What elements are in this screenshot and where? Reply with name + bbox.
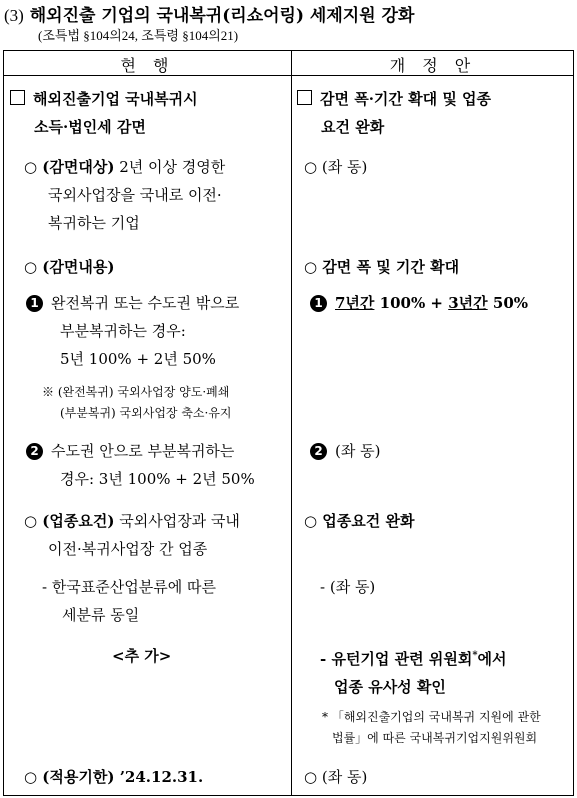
revised-section-title: 감면 폭·기간 확대 및 업종 요건 완화 [297, 85, 491, 141]
revised-item-2: 2 (좌 동) [310, 437, 380, 465]
revised-dash-same: - (좌 동) [320, 578, 376, 596]
section-number: (3) [4, 6, 24, 25]
header-revised: 개 정 안 [389, 56, 477, 75]
column-divider [291, 51, 292, 795]
number-badge-1-icon: 1 [310, 295, 327, 312]
comparison-table [3, 50, 574, 796]
law-reference: (조특법 §104의24, 조특령 §104의21) [38, 28, 239, 43]
revised-expand-title: ○ 감면 폭 및 기간 확대 [304, 258, 460, 276]
revised-footnote: * 「해외진출기업의 국내복귀 지원에 관한 법률」에 따른 국내복귀기업지원위원회 [322, 710, 541, 745]
current-target: ○ (감면대상) 2년 이상 경영한 국외사업장을 국내로 이전· 복귀하는 기업 [24, 158, 226, 232]
revised-period: ○ (좌 동) [304, 768, 368, 786]
current-item-1: 1 완전복귀 또는 수도권 밖으로 부분복귀하는 경우: 5년 100% + 2년 50% [26, 289, 239, 373]
section-title [4, 1, 414, 26]
header-current: 현 행 [120, 56, 175, 75]
current-industry-detail: - 한국표준산업분류에 따른 세분류 동일 [42, 578, 216, 624]
revised-relax-title: ○ 업종요건 완화 [304, 512, 415, 530]
checkbox-icon [297, 90, 312, 105]
number-badge-2-icon: 2 [310, 443, 327, 460]
revised-target: ○ (좌 동) [304, 158, 368, 176]
current-item-2: 2 수도권 안으로 부분복귀하는 경우: 3년 100% + 2년 50% [26, 437, 255, 493]
current-industry: ○ (업종요건) 국외사업장과 국내 이전·복귀사업장 간 업종 [24, 512, 240, 558]
revised-item-1: 1 7년간 100% + 3년간 50% [310, 289, 528, 317]
checkbox-icon [10, 90, 25, 105]
section-title-text: 해외진출 기업의 국내복귀(리쇼어링) 세제지원 강화 [29, 6, 415, 26]
current-note: ※ (완전복귀) 국외사업장 양도·폐쇄 (부분복귀) 국외사업장 축소·유지 [42, 385, 232, 420]
current-content-label: ○ (감면내용) [24, 258, 115, 276]
current-added: <추 가> [112, 647, 172, 665]
current-period: ○ (적용기한) ’24.12.31. [24, 768, 204, 786]
revised-uturn: - 유턴기업 관련 위원회*에서 업종 유사성 확인 [320, 650, 507, 696]
current-section-title: 해외진출기업 국내복귀시 소득·법인세 감면 [10, 85, 198, 141]
number-badge-1-icon: 1 [26, 295, 43, 312]
number-badge-2-icon: 2 [26, 443, 43, 460]
